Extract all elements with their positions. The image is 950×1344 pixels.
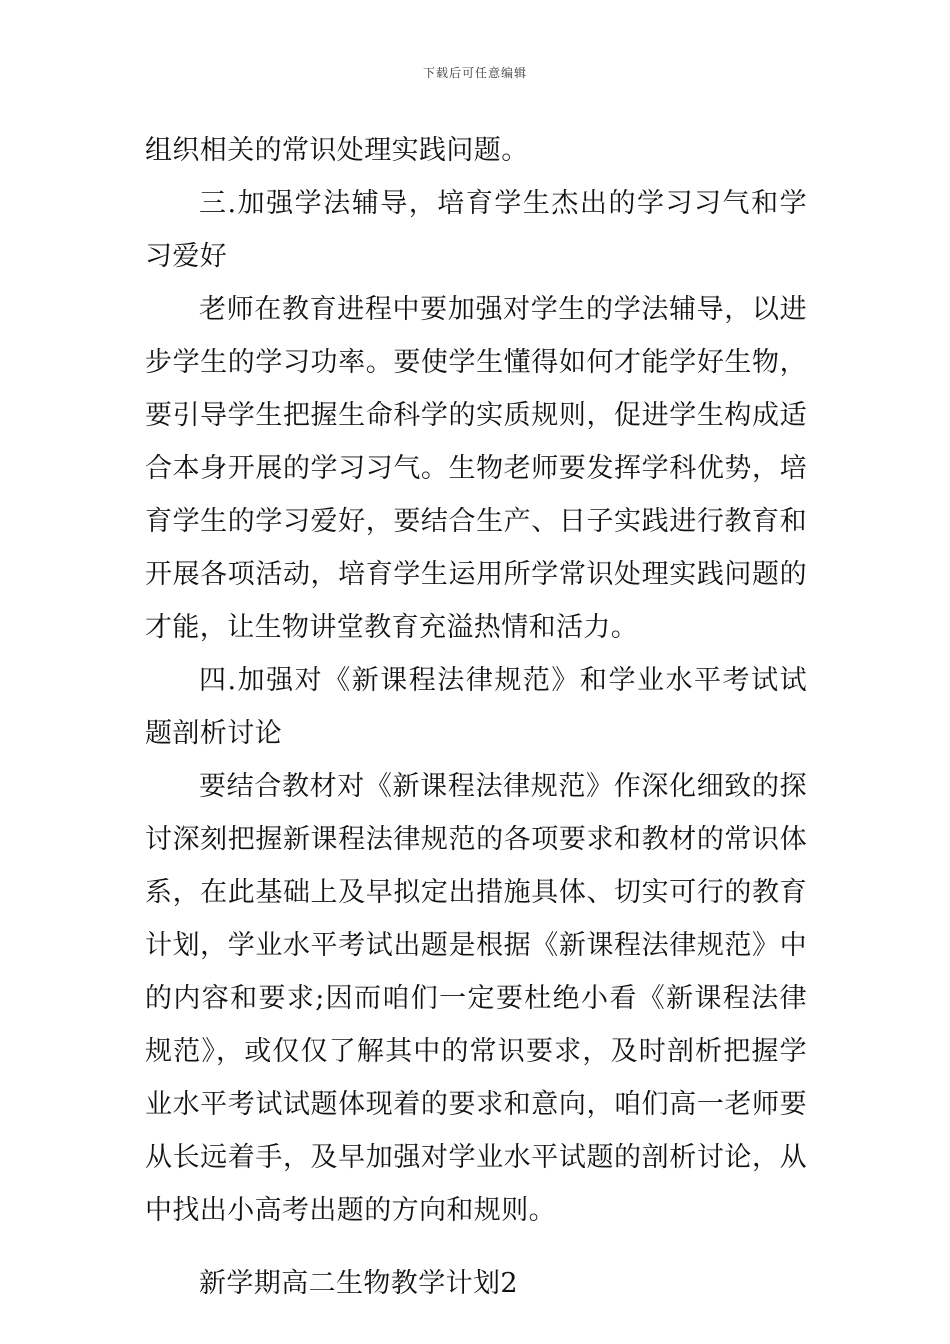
paragraph-curriculum-analysis: 要结合教材对《新课程法律规范》作深化细致的探讨深刻把握新课程法律规范的各项要求和教材的常识体系，在此基础上及早拟定出措施具体、切实可行的教育计划，学业水平考试出题是根据《新课程法律规范》中的内容和要求;因而咱们一定要杜绝小看《新课程法律规范》，或仅仅了解其中的常识要求，及时剖析把握学业水平考试试题体现着的要求和意向，咱们高一老师要从长远着手，及早加强对学业水平试题的剖析讨论，从中找出小高考出题的方向和规则。 <box>145 771 807 1226</box>
page-header: 下载后可任意编辑 <box>422 66 527 80</box>
document-body <box>145 124 807 1310</box>
section-heading-3: 三.加强学法辅导，培育学生杰出的学习习气和学习爱好 <box>145 188 807 272</box>
next-document-title: 新学期高二生物教学计划2 <box>199 1268 518 1299</box>
paragraph-study-guidance: 老师在教育进程中要加强对学生的学法辅导，以进步学生的学习功率。要使学生懂得如何才能学好生物，要引导学生把握生命科学的实质规则，促进学生构成适合本身开展的学习习气。生物老师要发挥学科优势，培育学生的学习爱好，要结合生产、日子实践进行教育和开展各项活动，培育学生运用所学常识处理实践问题的才能，让生物讲堂教育充溢热情和活力。 <box>145 294 807 643</box>
paragraph-continuation: 组织相关的常识处理实践问题。 <box>145 135 529 166</box>
section-heading-4: 四.加强对《新课程法律规范》和学业水平考试试题剖析讨论 <box>145 665 807 749</box>
